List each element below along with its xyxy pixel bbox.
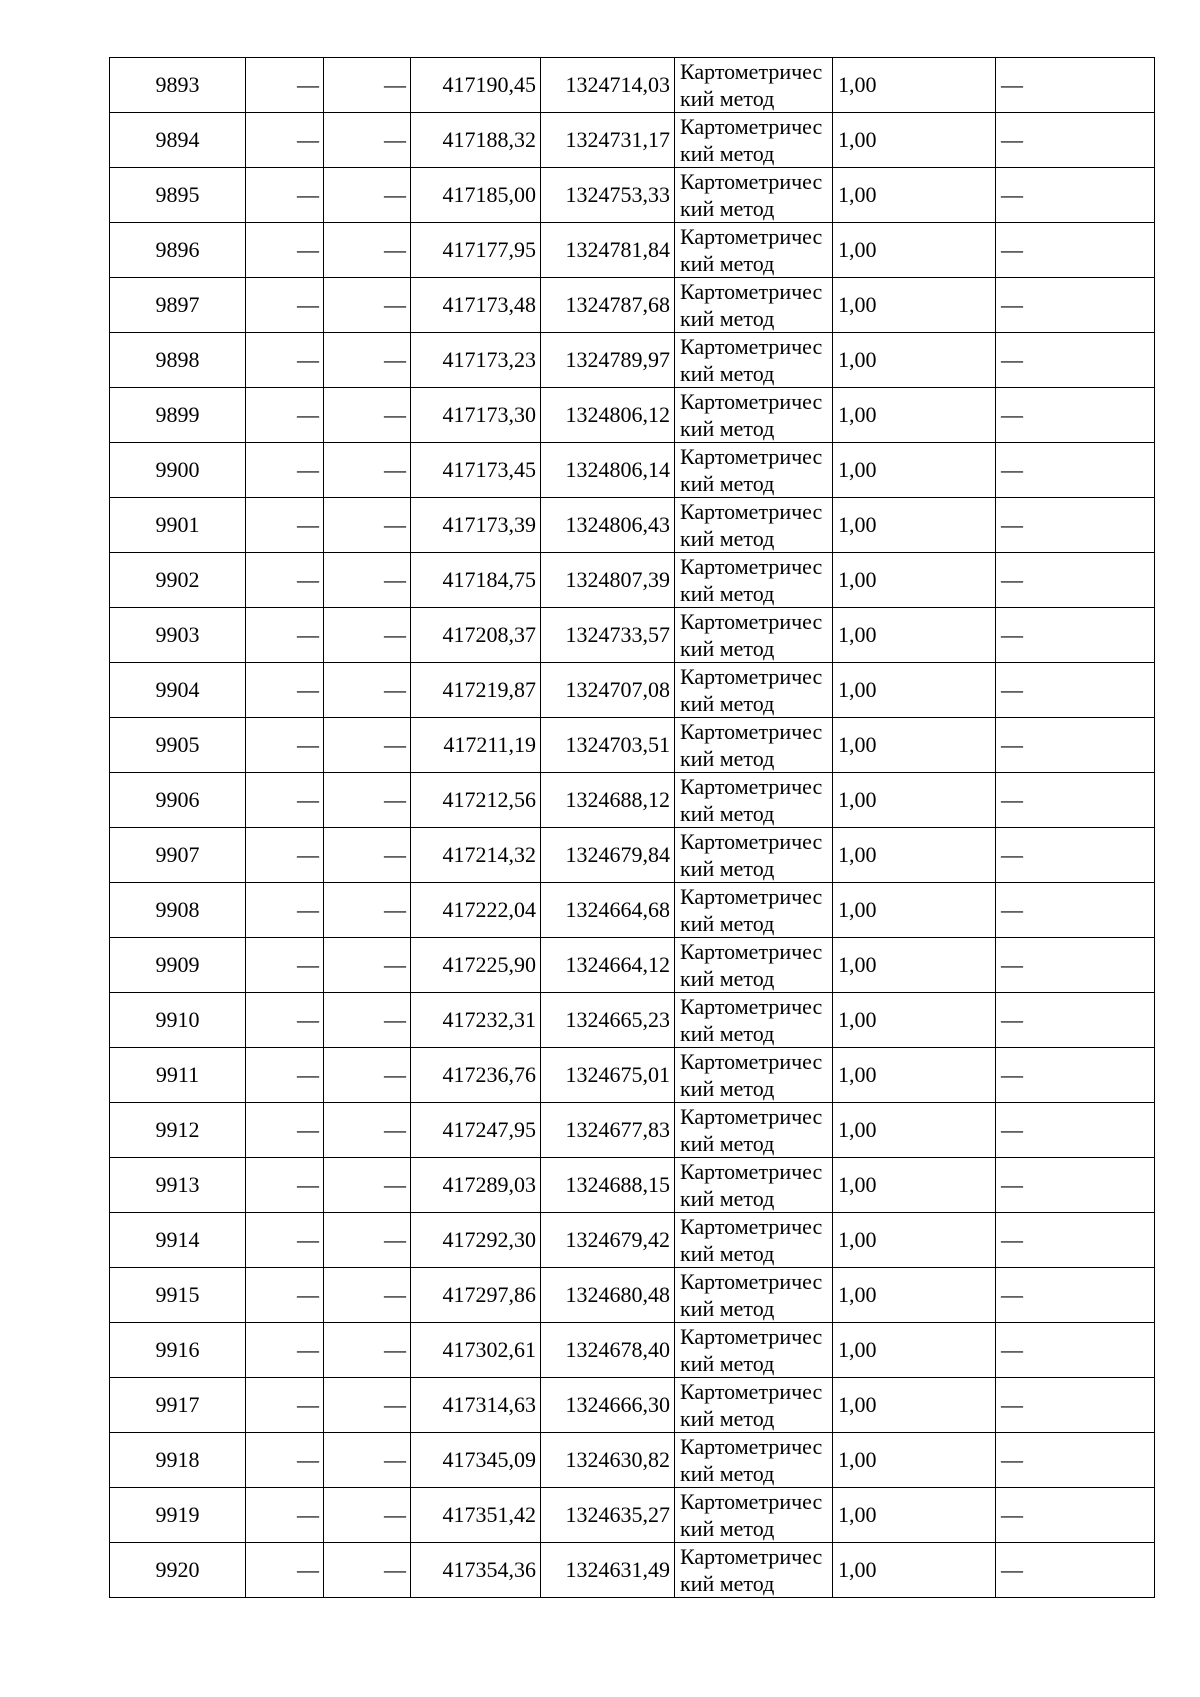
coordinates-table [109, 57, 1155, 1598]
empty-dash-cell: — [324, 1268, 411, 1323]
x-coordinate-cell: 417185,00 [411, 168, 541, 223]
method-cell: Картометрический метод [675, 1048, 833, 1103]
x-coordinate-cell: 417302,61 [411, 1323, 541, 1378]
note-cell: — [996, 1323, 1155, 1378]
y-coordinate-cell: 1324806,14 [541, 443, 675, 498]
y-coordinate-cell: 1324664,68 [541, 883, 675, 938]
table-row [110, 938, 1155, 993]
x-coordinate-cell: 417173,39 [411, 498, 541, 553]
method-cell: Картометрический метод [675, 993, 833, 1048]
y-coordinate-cell: 1324781,84 [541, 223, 675, 278]
x-coordinate-cell: 417232,31 [411, 993, 541, 1048]
empty-dash-cell: — [246, 1378, 324, 1433]
empty-dash-cell: — [324, 58, 411, 113]
table-row [110, 1488, 1155, 1543]
empty-dash-cell: — [324, 1158, 411, 1213]
accuracy-cell: 1,00 [833, 1158, 996, 1213]
y-coordinate-cell: 1324789,97 [541, 333, 675, 388]
empty-dash-cell: — [324, 168, 411, 223]
empty-dash-cell: — [324, 718, 411, 773]
note-cell: — [996, 1433, 1155, 1488]
table-row [110, 388, 1155, 443]
point-number-cell: 9916 [110, 1323, 246, 1378]
x-coordinate-cell: 417314,63 [411, 1378, 541, 1433]
table-row [110, 663, 1155, 718]
y-coordinate-cell: 1324664,12 [541, 938, 675, 993]
accuracy-cell: 1,00 [833, 498, 996, 553]
empty-dash-cell: — [246, 938, 324, 993]
y-coordinate-cell: 1324688,15 [541, 1158, 675, 1213]
accuracy-cell: 1,00 [833, 608, 996, 663]
point-number-cell: 9897 [110, 278, 246, 333]
method-cell: Картометрический метод [675, 278, 833, 333]
point-number-cell: 9914 [110, 1213, 246, 1268]
empty-dash-cell: — [324, 1433, 411, 1488]
note-cell: — [996, 718, 1155, 773]
empty-dash-cell: — [324, 663, 411, 718]
empty-dash-cell: — [324, 443, 411, 498]
table-row [110, 1323, 1155, 1378]
point-number-cell: 9920 [110, 1543, 246, 1598]
empty-dash-cell: — [324, 828, 411, 883]
point-number-cell: 9898 [110, 333, 246, 388]
note-cell: — [996, 113, 1155, 168]
empty-dash-cell: — [246, 993, 324, 1048]
coordinates-table-body [110, 58, 1155, 1598]
note-cell: — [996, 168, 1155, 223]
x-coordinate-cell: 417208,37 [411, 608, 541, 663]
point-number-cell: 9902 [110, 553, 246, 608]
y-coordinate-cell: 1324714,03 [541, 58, 675, 113]
point-number-cell: 9895 [110, 168, 246, 223]
empty-dash-cell: — [324, 553, 411, 608]
point-number-cell: 9893 [110, 58, 246, 113]
accuracy-cell: 1,00 [833, 168, 996, 223]
x-coordinate-cell: 417289,03 [411, 1158, 541, 1213]
point-number-cell: 9904 [110, 663, 246, 718]
y-coordinate-cell: 1324707,08 [541, 663, 675, 718]
point-number-cell: 9900 [110, 443, 246, 498]
note-cell: — [996, 443, 1155, 498]
table-row [110, 1433, 1155, 1488]
empty-dash-cell: — [324, 278, 411, 333]
note-cell: — [996, 388, 1155, 443]
y-coordinate-cell: 1324731,17 [541, 113, 675, 168]
accuracy-cell: 1,00 [833, 883, 996, 938]
method-cell: Картометрический метод [675, 1158, 833, 1213]
y-coordinate-cell: 1324679,42 [541, 1213, 675, 1268]
accuracy-cell: 1,00 [833, 443, 996, 498]
accuracy-cell: 1,00 [833, 333, 996, 388]
x-coordinate-cell: 417222,04 [411, 883, 541, 938]
y-coordinate-cell: 1324806,12 [541, 388, 675, 443]
point-number-cell: 9910 [110, 993, 246, 1048]
table-row [110, 1213, 1155, 1268]
accuracy-cell: 1,00 [833, 223, 996, 278]
empty-dash-cell: — [246, 58, 324, 113]
note-cell: — [996, 1048, 1155, 1103]
table-row [110, 553, 1155, 608]
method-cell: Картометрический метод [675, 58, 833, 113]
x-coordinate-cell: 417212,56 [411, 773, 541, 828]
point-number-cell: 9911 [110, 1048, 246, 1103]
point-number-cell: 9899 [110, 388, 246, 443]
method-cell: Картометрический метод [675, 663, 833, 718]
x-coordinate-cell: 417345,09 [411, 1433, 541, 1488]
x-coordinate-cell: 417173,45 [411, 443, 541, 498]
note-cell: — [996, 828, 1155, 883]
table-row [110, 1158, 1155, 1213]
y-coordinate-cell: 1324753,33 [541, 168, 675, 223]
table-row [110, 1048, 1155, 1103]
x-coordinate-cell: 417211,19 [411, 718, 541, 773]
table-row [110, 1268, 1155, 1323]
table-row [110, 333, 1155, 388]
table-row [110, 168, 1155, 223]
empty-dash-cell: — [246, 773, 324, 828]
empty-dash-cell: — [324, 333, 411, 388]
empty-dash-cell: — [246, 388, 324, 443]
empty-dash-cell: — [324, 608, 411, 663]
accuracy-cell: 1,00 [833, 388, 996, 443]
method-cell: Картометрический метод [675, 498, 833, 553]
point-number-cell: 9901 [110, 498, 246, 553]
empty-dash-cell: — [324, 498, 411, 553]
table-row [110, 883, 1155, 938]
x-coordinate-cell: 417225,90 [411, 938, 541, 993]
note-cell: — [996, 1488, 1155, 1543]
method-cell: Картометрический метод [675, 1268, 833, 1323]
method-cell: Картометрический метод [675, 553, 833, 608]
x-coordinate-cell: 417354,36 [411, 1543, 541, 1598]
note-cell: — [996, 1268, 1155, 1323]
x-coordinate-cell: 417247,95 [411, 1103, 541, 1158]
note-cell: — [996, 938, 1155, 993]
empty-dash-cell: — [324, 223, 411, 278]
empty-dash-cell: — [246, 608, 324, 663]
x-coordinate-cell: 417173,48 [411, 278, 541, 333]
y-coordinate-cell: 1324677,83 [541, 1103, 675, 1158]
accuracy-cell: 1,00 [833, 1213, 996, 1268]
x-coordinate-cell: 417351,42 [411, 1488, 541, 1543]
table-row [110, 828, 1155, 883]
note-cell: — [996, 58, 1155, 113]
empty-dash-cell: — [324, 1048, 411, 1103]
empty-dash-cell: — [324, 938, 411, 993]
accuracy-cell: 1,00 [833, 1488, 996, 1543]
method-cell: Картометрический метод [675, 883, 833, 938]
y-coordinate-cell: 1324675,01 [541, 1048, 675, 1103]
point-number-cell: 9915 [110, 1268, 246, 1323]
note-cell: — [996, 1158, 1155, 1213]
method-cell: Картометрический метод [675, 608, 833, 663]
empty-dash-cell: — [246, 1158, 324, 1213]
y-coordinate-cell: 1324631,49 [541, 1543, 675, 1598]
accuracy-cell: 1,00 [833, 553, 996, 608]
method-cell: Картометрический метод [675, 1213, 833, 1268]
point-number-cell: 9894 [110, 113, 246, 168]
point-number-cell: 9913 [110, 1158, 246, 1213]
accuracy-cell: 1,00 [833, 828, 996, 883]
point-number-cell: 9903 [110, 608, 246, 663]
empty-dash-cell: — [246, 553, 324, 608]
empty-dash-cell: — [246, 883, 324, 938]
method-cell: Картометрический метод [675, 938, 833, 993]
accuracy-cell: 1,00 [833, 58, 996, 113]
empty-dash-cell: — [246, 1323, 324, 1378]
accuracy-cell: 1,00 [833, 718, 996, 773]
note-cell: — [996, 1378, 1155, 1433]
empty-dash-cell: — [246, 1433, 324, 1488]
method-cell: Картометрический метод [675, 1323, 833, 1378]
accuracy-cell: 1,00 [833, 1268, 996, 1323]
empty-dash-cell: — [324, 1213, 411, 1268]
table-row [110, 1103, 1155, 1158]
note-cell: — [996, 993, 1155, 1048]
y-coordinate-cell: 1324703,51 [541, 718, 675, 773]
empty-dash-cell: — [246, 1488, 324, 1543]
method-cell: Картометрический метод [675, 113, 833, 168]
point-number-cell: 9906 [110, 773, 246, 828]
note-cell: — [996, 498, 1155, 553]
point-number-cell: 9896 [110, 223, 246, 278]
x-coordinate-cell: 417177,95 [411, 223, 541, 278]
empty-dash-cell: — [324, 773, 411, 828]
table-row [110, 1543, 1155, 1598]
empty-dash-cell: — [246, 1268, 324, 1323]
accuracy-cell: 1,00 [833, 938, 996, 993]
y-coordinate-cell: 1324806,43 [541, 498, 675, 553]
x-coordinate-cell: 417173,23 [411, 333, 541, 388]
empty-dash-cell: — [246, 1213, 324, 1268]
accuracy-cell: 1,00 [833, 1103, 996, 1158]
x-coordinate-cell: 417292,30 [411, 1213, 541, 1268]
accuracy-cell: 1,00 [833, 1378, 996, 1433]
note-cell: — [996, 773, 1155, 828]
empty-dash-cell: — [324, 883, 411, 938]
empty-dash-cell: — [246, 1103, 324, 1158]
empty-dash-cell: — [246, 1543, 324, 1598]
empty-dash-cell: — [324, 1103, 411, 1158]
table-row [110, 1378, 1155, 1433]
empty-dash-cell: — [324, 1378, 411, 1433]
accuracy-cell: 1,00 [833, 663, 996, 718]
method-cell: Картометрический метод [675, 223, 833, 278]
table-row [110, 608, 1155, 663]
x-coordinate-cell: 417190,45 [411, 58, 541, 113]
note-cell: — [996, 1213, 1155, 1268]
table-row [110, 113, 1155, 168]
accuracy-cell: 1,00 [833, 773, 996, 828]
point-number-cell: 9919 [110, 1488, 246, 1543]
empty-dash-cell: — [246, 443, 324, 498]
table-row [110, 278, 1155, 333]
empty-dash-cell: — [246, 278, 324, 333]
note-cell: — [996, 223, 1155, 278]
table-row [110, 498, 1155, 553]
y-coordinate-cell: 1324678,40 [541, 1323, 675, 1378]
empty-dash-cell: — [324, 1323, 411, 1378]
method-cell: Картометрический метод [675, 718, 833, 773]
accuracy-cell: 1,00 [833, 1323, 996, 1378]
point-number-cell: 9905 [110, 718, 246, 773]
x-coordinate-cell: 417297,86 [411, 1268, 541, 1323]
point-number-cell: 9907 [110, 828, 246, 883]
method-cell: Картометрический метод [675, 333, 833, 388]
table-row [110, 773, 1155, 828]
y-coordinate-cell: 1324680,48 [541, 1268, 675, 1323]
point-number-cell: 9917 [110, 1378, 246, 1433]
point-number-cell: 9918 [110, 1433, 246, 1488]
x-coordinate-cell: 417173,30 [411, 388, 541, 443]
y-coordinate-cell: 1324733,57 [541, 608, 675, 663]
method-cell: Картометрический метод [675, 388, 833, 443]
note-cell: — [996, 278, 1155, 333]
table-row [110, 443, 1155, 498]
method-cell: Картометрический метод [675, 1543, 833, 1598]
empty-dash-cell: — [246, 828, 324, 883]
empty-dash-cell: — [246, 113, 324, 168]
empty-dash-cell: — [324, 993, 411, 1048]
x-coordinate-cell: 417214,32 [411, 828, 541, 883]
y-coordinate-cell: 1324688,12 [541, 773, 675, 828]
note-cell: — [996, 333, 1155, 388]
empty-dash-cell: — [246, 333, 324, 388]
accuracy-cell: 1,00 [833, 1048, 996, 1103]
empty-dash-cell: — [246, 498, 324, 553]
empty-dash-cell: — [324, 113, 411, 168]
table-row [110, 718, 1155, 773]
point-number-cell: 9908 [110, 883, 246, 938]
empty-dash-cell: — [246, 663, 324, 718]
method-cell: Картометрический метод [675, 168, 833, 223]
method-cell: Картометрический метод [675, 1488, 833, 1543]
empty-dash-cell: — [246, 168, 324, 223]
y-coordinate-cell: 1324666,30 [541, 1378, 675, 1433]
method-cell: Картометрический метод [675, 443, 833, 498]
table-row [110, 223, 1155, 278]
empty-dash-cell: — [246, 1048, 324, 1103]
point-number-cell: 9909 [110, 938, 246, 993]
note-cell: — [996, 883, 1155, 938]
empty-dash-cell: — [246, 223, 324, 278]
accuracy-cell: 1,00 [833, 993, 996, 1048]
method-cell: Картометрический метод [675, 1378, 833, 1433]
x-coordinate-cell: 417188,32 [411, 113, 541, 168]
note-cell: — [996, 553, 1155, 608]
y-coordinate-cell: 1324635,27 [541, 1488, 675, 1543]
empty-dash-cell: — [324, 1488, 411, 1543]
method-cell: Картометрический метод [675, 773, 833, 828]
y-coordinate-cell: 1324630,82 [541, 1433, 675, 1488]
y-coordinate-cell: 1324679,84 [541, 828, 675, 883]
y-coordinate-cell: 1324787,68 [541, 278, 675, 333]
table-row [110, 993, 1155, 1048]
method-cell: Картометрический метод [675, 1103, 833, 1158]
x-coordinate-cell: 417236,76 [411, 1048, 541, 1103]
empty-dash-cell: — [324, 388, 411, 443]
table-row [110, 58, 1155, 113]
note-cell: — [996, 1103, 1155, 1158]
note-cell: — [996, 663, 1155, 718]
x-coordinate-cell: 417184,75 [411, 553, 541, 608]
accuracy-cell: 1,00 [833, 1433, 996, 1488]
note-cell: — [996, 608, 1155, 663]
method-cell: Картометрический метод [675, 828, 833, 883]
y-coordinate-cell: 1324807,39 [541, 553, 675, 608]
accuracy-cell: 1,00 [833, 1543, 996, 1598]
accuracy-cell: 1,00 [833, 113, 996, 168]
empty-dash-cell: — [246, 718, 324, 773]
y-coordinate-cell: 1324665,23 [541, 993, 675, 1048]
note-cell: — [996, 1543, 1155, 1598]
x-coordinate-cell: 417219,87 [411, 663, 541, 718]
empty-dash-cell: — [324, 1543, 411, 1598]
point-number-cell: 9912 [110, 1103, 246, 1158]
method-cell: Картометрический метод [675, 1433, 833, 1488]
accuracy-cell: 1,00 [833, 278, 996, 333]
